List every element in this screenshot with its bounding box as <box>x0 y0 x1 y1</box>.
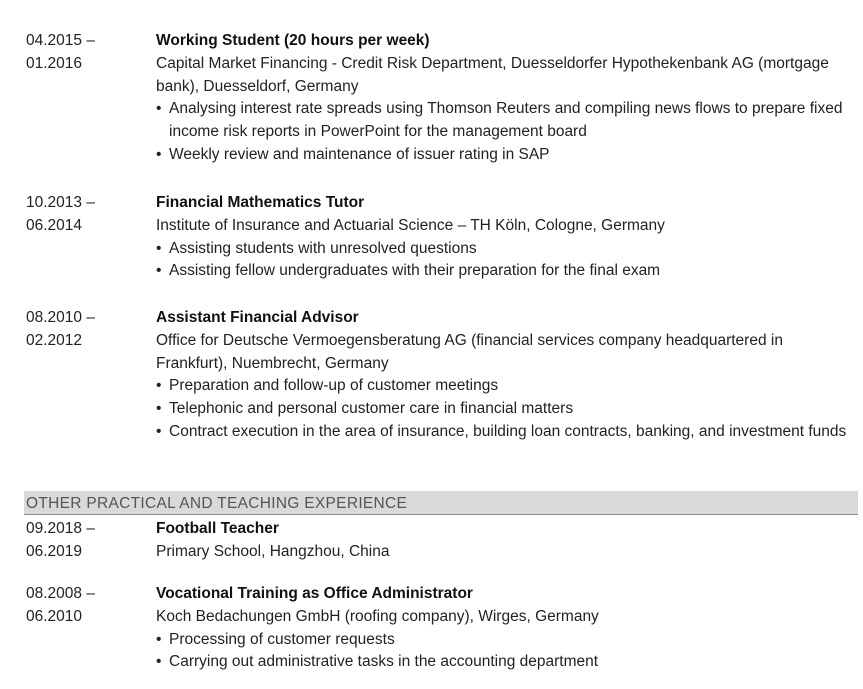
entry-dates <box>26 518 146 564</box>
duty-item: • Contract execution in the area of insurance, building loan contracts, banking, and investment funds <box>156 421 853 444</box>
date-from: 08.2010 – <box>26 309 95 326</box>
organization: Institute of Insurance and Actuarial Science – TH Köln, Cologne, Germany <box>156 216 665 234</box>
duties-list <box>156 629 853 675</box>
date-from: 10.2013 – <box>26 194 95 211</box>
entry-content <box>156 583 853 674</box>
date-to: 06.2019 <box>26 542 83 560</box>
duty-item: • Carrying out administrative tasks in the accounting department <box>156 651 853 674</box>
duty-item: • Analysing interest rate spreads using Thomson Reuters and compiling news flows to prepare fixed income risk reports in PowerPoint for the management board <box>156 98 853 144</box>
duty-item: • Processing of customer requests <box>156 629 853 652</box>
organization: Capital Market Financing - Credit Risk Department, Duesseldorfer Hypothekenbank AG (mortgage bank), Duesseldorf, Germany <box>156 54 829 95</box>
entry-content <box>156 518 853 564</box>
duties-list <box>156 375 853 443</box>
section-header-other-experience <box>24 491 858 515</box>
organization: Koch Bedachungen GmbH (roofing company), Wirges, Germany <box>156 607 599 625</box>
job-title: Financial Mathematics Tutor <box>156 194 365 211</box>
duty-item: • Telephonic and personal customer care in financial matters <box>156 398 853 421</box>
duty-item: • Assisting students with unresolved questions <box>156 238 853 261</box>
duties-list <box>156 238 853 284</box>
duty-item: • Preparation and follow-up of customer meetings <box>156 375 853 398</box>
date-to: 02.2012 <box>26 331 83 349</box>
entry-content <box>156 307 853 444</box>
date-to: 01.2016 <box>26 54 83 72</box>
entry-dates <box>26 307 146 353</box>
date-from: 08.2008 – <box>26 585 95 602</box>
job-title: Working Student (20 hours per week) <box>156 32 430 49</box>
entry-dates <box>26 192 146 238</box>
duties-list <box>156 98 853 166</box>
entry-dates <box>26 583 146 629</box>
entry-content <box>156 30 853 167</box>
date-to: 06.2010 <box>26 607 83 625</box>
duty-item: • Weekly review and maintenance of issuer rating in SAP <box>156 144 853 167</box>
organization: Office for Deutsche Vermoegensberatung AG (financial services company headquartered in Frankfurt), Nuembrecht, Germany <box>156 331 783 372</box>
date-from: 04.2015 – <box>26 32 95 49</box>
job-title: Football Teacher <box>156 520 279 537</box>
entry-content <box>156 192 853 283</box>
duty-item: • Assisting fellow undergraduates with their preparation for the final exam <box>156 260 853 283</box>
job-title: Assistant Financial Advisor <box>156 309 359 326</box>
job-title: Vocational Training as Office Administrator <box>156 585 473 602</box>
entry-dates <box>26 30 146 76</box>
date-to: 06.2014 <box>26 216 83 234</box>
organization: Primary School, Hangzhou, China <box>156 542 390 560</box>
date-from: 09.2018 – <box>26 520 95 537</box>
section-heading: OTHER PRACTICAL AND TEACHING EXPERIENCE <box>26 495 408 512</box>
